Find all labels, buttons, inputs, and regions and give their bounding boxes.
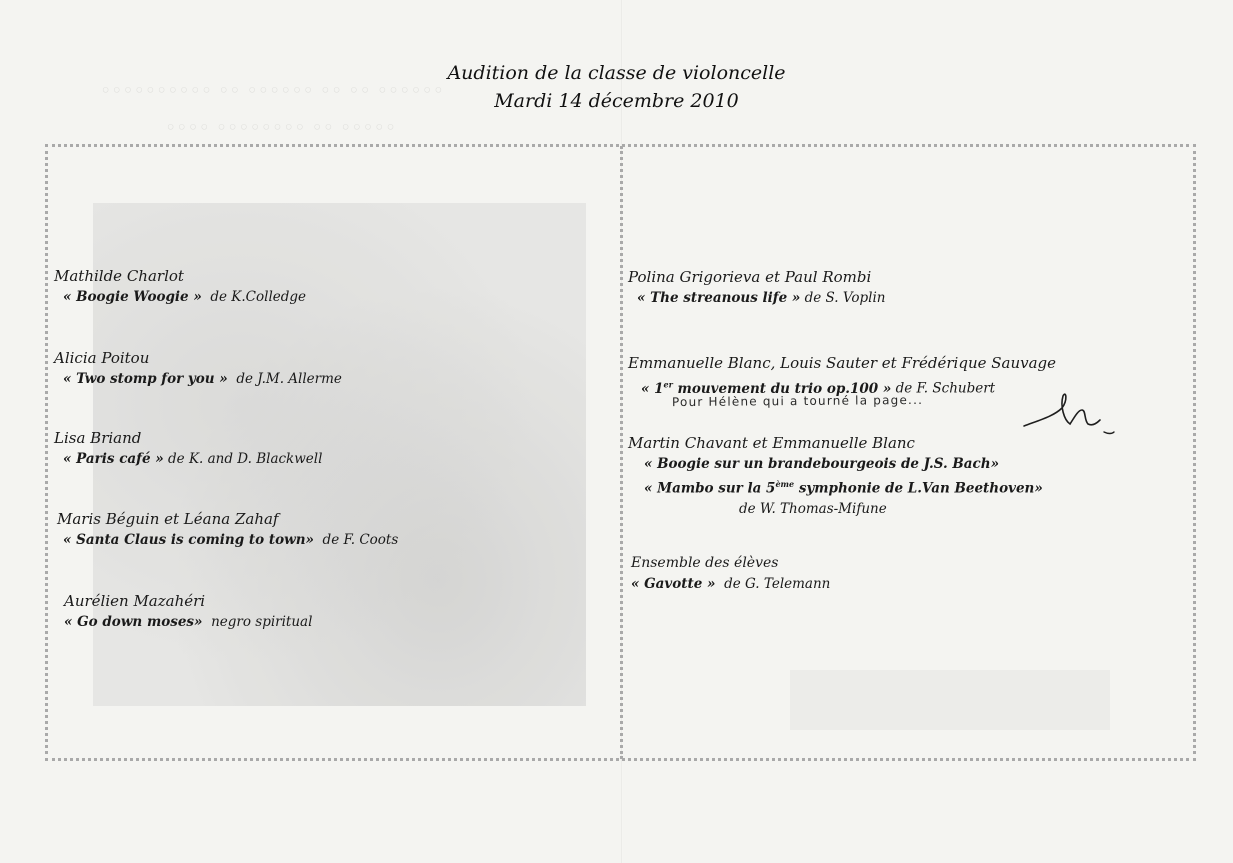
program-entry-3 (54, 427, 322, 469)
program-title: Audition de la classe de violoncelle (447, 62, 786, 84)
handwritten-note: Pour Hélène qui a tourné la page... (671, 392, 924, 410)
piece-line (54, 287, 306, 307)
program-entry-1 (54, 265, 306, 307)
program-entry-8 (628, 432, 1043, 519)
performer-name: Martin Chavant et Emmanuelle Blanc (628, 434, 915, 452)
composer: de W. Thomas-Mifune (739, 500, 887, 517)
composer: de K.Colledge (210, 289, 307, 305)
composer: de F. Schubert (895, 380, 996, 397)
composer: de J.M. Allerme (236, 371, 342, 387)
performer-name: Aurélien Mazahéri (64, 592, 206, 610)
performer-name: Ensemble des élèves (631, 555, 779, 571)
performer-name: Maris Béguin et Léana Zahaf (57, 510, 279, 528)
piece-title: « Paris café » (63, 451, 164, 467)
program-frame-divider (620, 146, 623, 759)
piece-prefix: « Mambo sur la 5 (644, 480, 776, 497)
piece-line (57, 530, 398, 550)
piece-line (54, 369, 342, 389)
performer-name: Polina Grigorieva et Paul Rombi (628, 268, 872, 286)
piece-rest: symphonie de L.Van Beethoven» (794, 480, 1043, 497)
piece-line (64, 612, 312, 632)
piece-title: « The streanous life » (637, 290, 801, 306)
program-entry-2 (54, 347, 342, 389)
composer: negro spiritual (211, 614, 313, 630)
piece-line (54, 449, 322, 469)
piece-superscript: ème (775, 479, 795, 489)
show-through-ghost-text-2: ◦◦◦◦◦ ◦◦ ◦◦◦◦◦◦◦◦ ◦◦◦◦ (165, 117, 397, 139)
program-entry-7 (628, 352, 1056, 399)
piece-lines (628, 454, 1043, 519)
composer: de K. and D. Blackwell (168, 451, 323, 467)
piece-title: « Go down moses» (64, 614, 203, 630)
program-date: Mardi 14 décembre 2010 (494, 90, 739, 112)
composer: de G. Telemann (724, 576, 831, 592)
piece-title: « Santa Claus is coming to town» (63, 532, 314, 548)
piece-superscript: er (663, 379, 673, 389)
program-entry-9 (631, 552, 830, 594)
show-through-ghost-text-1: ◦◦◦◦◦◦ ◦◦ ◦◦ ◦◦◦◦◦◦ ◦◦ ◦◦◦◦◦◦◦◦◦◦ (100, 80, 444, 102)
program-entry-5 (64, 590, 312, 632)
performer-name: Alicia Poitou (54, 349, 150, 367)
piece-title: « Gavotte » (631, 576, 716, 592)
piece-rest: mouvement du trio op.100 » (672, 380, 892, 397)
performer-name: Mathilde Charlot (54, 267, 184, 285)
performer-name: Emmanuelle Blanc, Louis Sauter et Frédérique Sauvage (628, 354, 1057, 372)
piece-title-1: « Boogie sur un brandebourgeois de J.S. Bach» (644, 456, 1000, 472)
performer-name: Lisa Briand (54, 429, 142, 447)
piece-title: « Two stomp for you » (63, 371, 228, 387)
program-entry-6 (628, 266, 886, 308)
composer: de S. Voplin (804, 290, 886, 306)
piece-prefix: « 1 (641, 380, 664, 397)
piece-line (628, 288, 886, 308)
program-entry-4 (57, 508, 398, 550)
composer: de F. Coots (322, 532, 399, 548)
piece-title: « Boogie Woogie » (63, 289, 202, 305)
piece-line (631, 574, 830, 594)
piece-title-2 (644, 474, 1043, 499)
